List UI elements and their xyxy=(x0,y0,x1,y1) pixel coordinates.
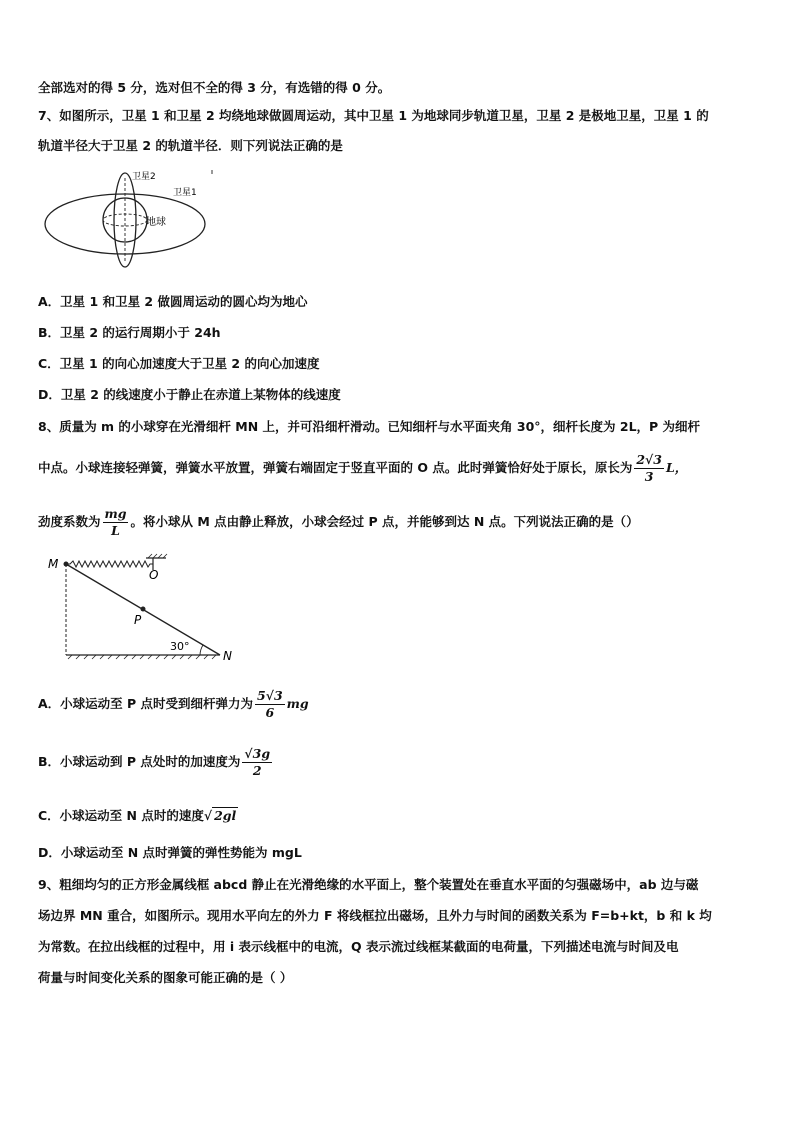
q7-option-d: D．卫星 2 的线速度小于静止在赤道上某物体的线速度 xyxy=(38,387,341,402)
option-b-text: B．小球运动到 P 点处时的加速度为 xyxy=(38,754,241,769)
label-earth: 地球 xyxy=(146,217,166,228)
label-n: N xyxy=(223,649,232,663)
q8-option-d: D．小球运动至 N 点时弹簧的弹性势能为 mgL xyxy=(38,845,302,860)
frac-num: √3g xyxy=(244,746,271,761)
q8-option-b xyxy=(38,746,274,779)
option-a-fraction xyxy=(255,688,285,721)
option-b-fraction xyxy=(242,746,272,779)
option-a-text: A．小球运动至 P 点时受到细杆弹力为 xyxy=(38,696,254,711)
q8-line2-text: 中点。小球连接轻弹簧，弹簧水平放置，弹簧右端固定于竖直平面的 O 点。此时弹簧恰好处于原长，原长为 xyxy=(38,460,633,475)
q7-stem-line2: 轨道半径大于卫星 2 的轨道半径．则下列说法正确的是 xyxy=(38,138,343,153)
q7-option-a: A．卫星 1 和卫星 2 做圆周运动的圆心均为地心 xyxy=(38,294,308,309)
q8-line3-text: 劲度系数为 xyxy=(38,514,101,529)
q9-stem-line3: 为常数。在拉出线框的过程中，用 i 表示线框中的电流，Q 表示流过线框某截面的电荷量，下列描述电流与时间及电 xyxy=(38,939,679,954)
q7-option-b: B．卫星 2 的运行周期小于 24h xyxy=(38,325,221,340)
q8-stem-line1: 8、质量为 m 的小球穿在光滑细杆 MN 上，并可沿细杆滑动。已知细杆与水平面夹角 30°，细杆长度为 2L，P 为细杆 xyxy=(38,419,701,434)
label-angle: 30° xyxy=(170,640,190,653)
frac-num: 5√3 xyxy=(257,688,283,703)
q8-natural-length-fraction xyxy=(634,452,664,485)
q8-option-a xyxy=(38,688,309,721)
label-p: P xyxy=(134,613,142,627)
point-p xyxy=(141,607,146,612)
instruction-text: 全部选对的得 5 分，选对但不全的得 3 分，有选错的得 0 分。 xyxy=(38,80,391,95)
q8-incline-figure xyxy=(40,552,250,667)
q7-option-c: C．卫星 1 的向心加速度大于卫星 2 的向心加速度 xyxy=(38,356,320,371)
ball-m xyxy=(64,562,69,567)
q8-stem-line2 xyxy=(38,452,687,485)
label-m: M xyxy=(48,557,59,571)
angle-arc xyxy=(200,645,203,655)
frac-den: 2 xyxy=(252,763,262,778)
q9-stem-line4: 荷量与时间变化关系的图象可能正确的是（ ） xyxy=(38,970,293,985)
frac-num: mg xyxy=(104,506,127,521)
option-c-sqrt: √ 2gl xyxy=(203,808,237,823)
frac-den: 3 xyxy=(644,469,654,484)
option-c-text: C．小球运动至 N 点时的速度 xyxy=(38,808,204,823)
frac-num: 2√3 xyxy=(636,452,662,467)
q9-stem-line1: 9、粗细均匀的正方形金属线框 abcd 静止在光滑绝缘的水平面上，整个装置处在垂直水平面的匀强磁场中，ab 边与磁 xyxy=(38,877,699,892)
spring xyxy=(66,561,153,567)
q8-line2-tail: L， xyxy=(665,460,688,475)
q8-option-c xyxy=(38,806,238,824)
q8-line3-tail: 。将小球从 M 点由静止释放，小球会经过 P 点，并能够到达 N 点。下列说法正确的是（） xyxy=(130,514,639,529)
label-o: O xyxy=(149,568,159,582)
option-a-tail: mg xyxy=(286,696,309,711)
q7-satellite-figure xyxy=(40,164,220,274)
q7-stem-line1: 7、如图所示，卫星 1 和卫星 2 均绕地球做圆周运动，其中卫星 1 为地球同步轨道卫星，卫星 2 是极地卫星，卫星 1 的 xyxy=(38,108,709,123)
sqrt-radicand: 2gl xyxy=(214,808,237,823)
frac-den: 6 xyxy=(265,705,275,720)
frac-den: L xyxy=(111,523,120,538)
q9-stem-line2: 场边界 MN 重合，如图所示。现用水平向左的外力 F 将线框拉出磁场，且外力与时间的函数关系为 F=b+kt，b 和 k 均 xyxy=(38,908,712,923)
label-sat1: 卫星1 xyxy=(173,188,197,198)
label-sat2: 卫星2 xyxy=(132,172,156,182)
q8-stem-line3 xyxy=(38,506,639,539)
q8-spring-constant-fraction xyxy=(103,506,129,539)
